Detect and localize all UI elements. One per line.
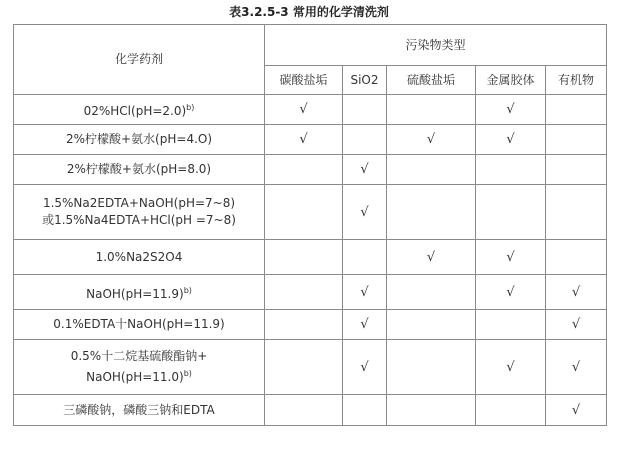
agent-cell: 三磷酸钠，磷酸三钠和EDTA — [14, 395, 265, 426]
table-row — [14, 395, 607, 426]
check-cell — [387, 95, 476, 125]
table-row — [14, 95, 607, 125]
table-row — [14, 185, 607, 240]
agent-cell — [14, 340, 265, 395]
check-cell — [387, 395, 476, 426]
header-sulfate-scale: 硫酸盐垢 — [387, 66, 476, 95]
check-cell — [387, 185, 476, 240]
check-cell — [387, 275, 476, 310]
check-cell — [476, 155, 546, 185]
check-cell: √ — [265, 125, 343, 155]
check-cell — [387, 310, 476, 340]
footnote-marker: b) — [186, 103, 195, 112]
header-pollutant-type: 污染物类型 — [265, 25, 607, 66]
table-row — [14, 240, 607, 275]
check-cell: √ — [476, 275, 546, 310]
agent-line: 或1.5%Na4EDTA+HCl(pH =7~8) — [42, 213, 236, 227]
check-cell — [387, 340, 476, 395]
check-cell: √ — [387, 125, 476, 155]
check-cell — [476, 395, 546, 426]
header-metal-colloid: 金属胶体 — [476, 66, 546, 95]
check-cell — [343, 395, 387, 426]
agent-cell: 0.1%EDTA十NaOH(pH=11.9) — [14, 310, 265, 340]
check-cell — [476, 310, 546, 340]
check-cell: √ — [265, 95, 343, 125]
agent-cell: 1.0%Na2S2O4 — [14, 240, 265, 275]
agent-cell: 2%柠檬酸+氨水(pH=8.0) — [14, 155, 265, 185]
table-row — [14, 310, 607, 340]
check-cell — [265, 275, 343, 310]
check-cell — [265, 185, 343, 240]
table-title: 表3.2.5-3 常用的化学清洗剂 — [229, 5, 389, 19]
check-cell — [265, 155, 343, 185]
check-cell — [546, 125, 607, 155]
header-sio2: SiO2 — [343, 66, 387, 95]
agent-line: 0.5%十二烷基硫酸酯钠+ — [70, 349, 208, 363]
header-agent: 化学药剂 — [14, 25, 265, 95]
footnote-marker: b) — [183, 369, 192, 378]
check-cell: √ — [476, 125, 546, 155]
cleaning-agent-table — [13, 24, 607, 426]
table-row — [14, 275, 607, 310]
check-cell — [387, 155, 476, 185]
agent-cell: 2%柠檬酸+氨水(pH=4.O) — [14, 125, 265, 155]
check-cell: √ — [343, 340, 387, 395]
agent-cell: 02%HCl(pH=2.0)$^{b)}$ — [14, 95, 265, 125]
table-row — [14, 125, 607, 155]
check-cell — [546, 185, 607, 240]
check-cell: √ — [546, 340, 607, 395]
agent-line: 1.5%Na2EDTA+NaOH(pH=7~8) — [42, 196, 236, 210]
check-cell: √ — [343, 310, 387, 340]
check-cell — [546, 155, 607, 185]
check-cell — [343, 125, 387, 155]
check-cell: √ — [476, 95, 546, 125]
check-cell — [265, 240, 343, 275]
check-cell — [265, 395, 343, 426]
check-cell: √ — [343, 275, 387, 310]
check-cell: √ — [343, 155, 387, 185]
check-cell: √ — [343, 185, 387, 240]
check-cell: √ — [387, 240, 476, 275]
agent-cell: NaOH(pH=11.9)$^{b)}$ — [14, 275, 265, 310]
check-cell: √ — [546, 395, 607, 426]
check-cell — [265, 310, 343, 340]
check-cell — [546, 240, 607, 275]
check-cell: √ — [476, 340, 546, 395]
table-row — [14, 340, 607, 395]
check-cell: √ — [546, 310, 607, 340]
check-cell: √ — [476, 240, 546, 275]
header-organic: 有机物 — [546, 66, 607, 95]
footnote-marker: b) — [183, 285, 192, 295]
check-cell — [476, 185, 546, 240]
check-cell — [546, 95, 607, 125]
check-cell — [265, 340, 343, 395]
agent-line: NaOH(pH=11.0)$^{b)}$ — [86, 369, 192, 384]
table-row — [14, 155, 607, 185]
check-cell: √ — [546, 275, 607, 310]
check-cell — [343, 95, 387, 125]
check-cell — [343, 240, 387, 275]
agent-cell — [14, 185, 265, 240]
header-carbonate-scale: 碳酸盐垢 — [265, 66, 343, 95]
